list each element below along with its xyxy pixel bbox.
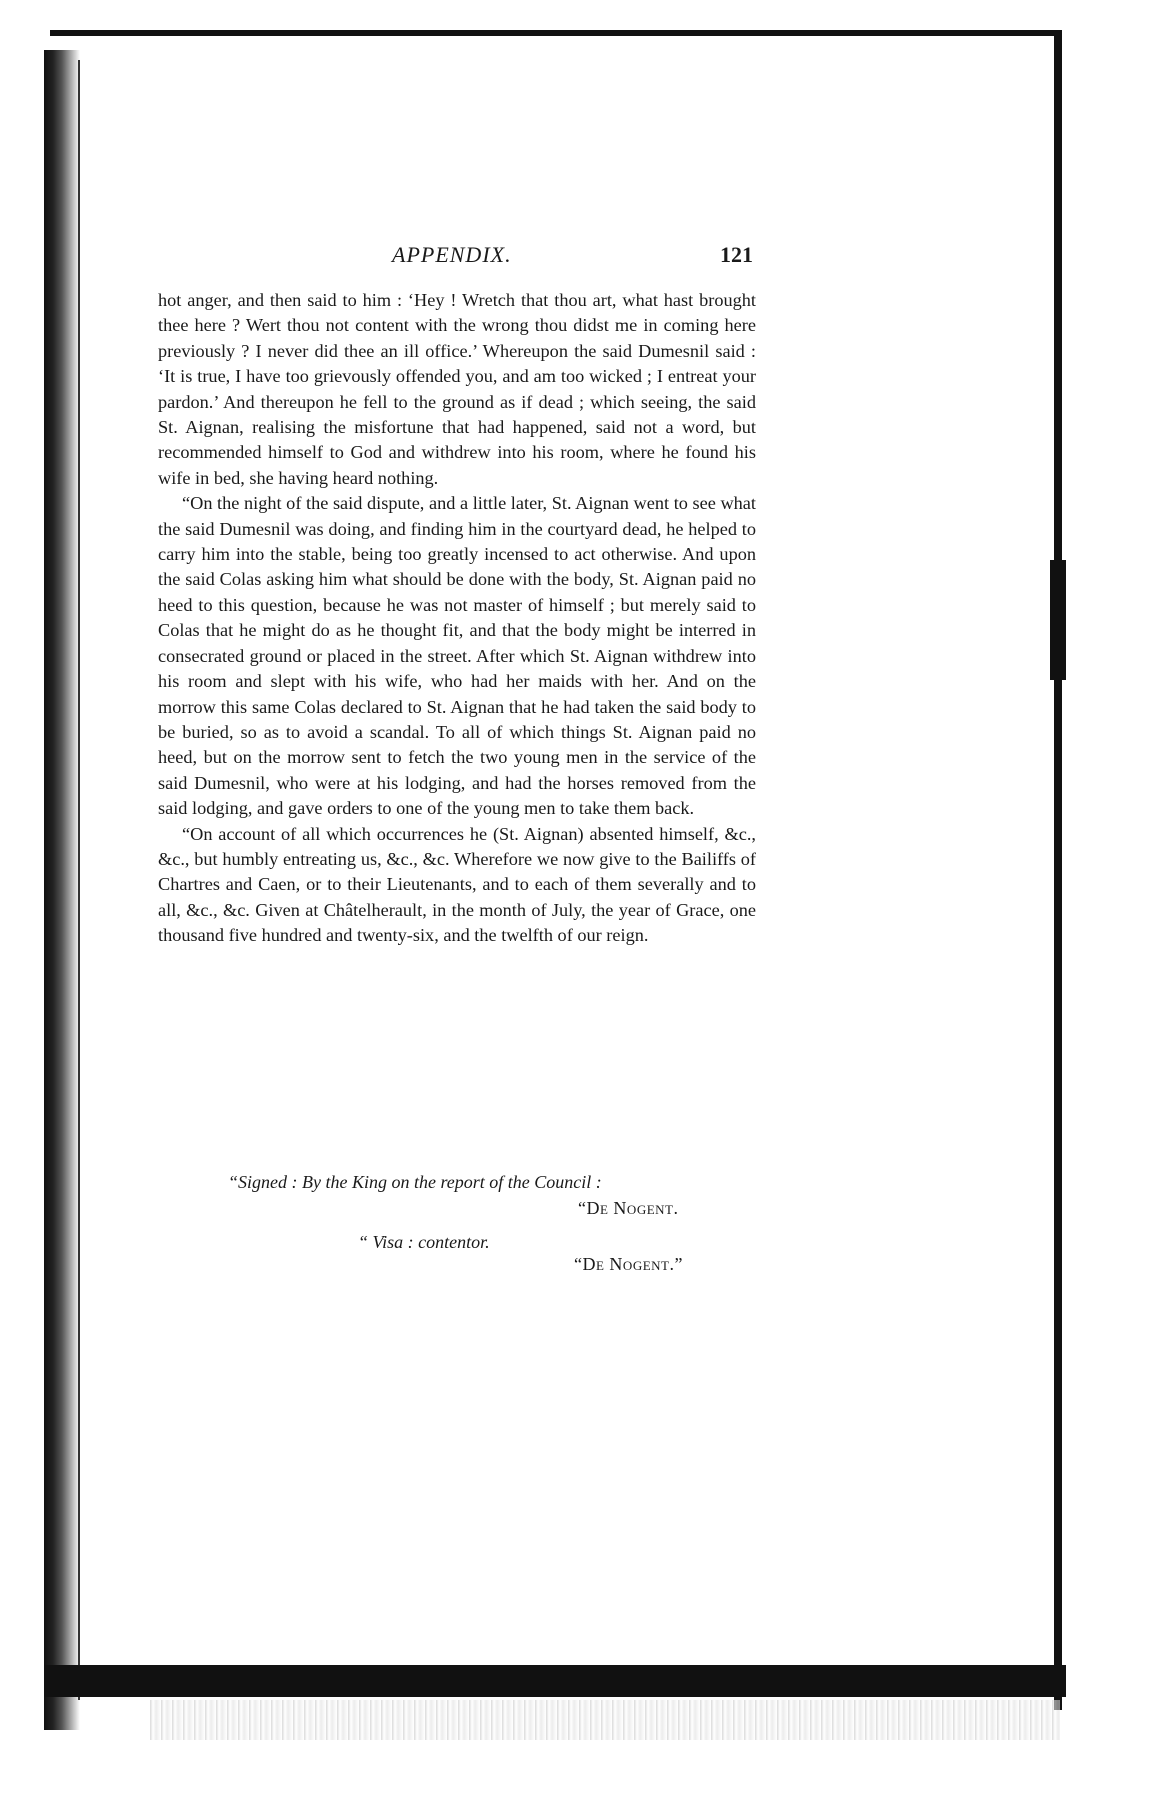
signature-2: “De Nogent.” bbox=[574, 1254, 683, 1274]
paragraph-1: hot anger, and then said to him : ‘Hey ! Wretch that thou art, what hast brought thee here ? Wert thou not content with the wrong thou didst me in coming here previously ? I never did thee an ill office.’ Whereupon the said Dumesnil said : ‘It is true, I have too grievously offended you, and am too wicked ; I entreat your pardon.’ And thereupon he fell to the ground as if dead ; which seeing, the said St. Aignan, realising the misfortune that had happened, said not a word, but recommended himself to God and withdrew into his room, where he found his wife in bed, she having heard nothing. bbox=[158, 290, 756, 488]
scan-frame-right bbox=[1054, 30, 1062, 1710]
scan-frame-bottom bbox=[44, 1665, 1066, 1697]
paragraph-2: “On the night of the said dispute, and a little later, St. Aignan went to see what the said Dumesnil was doing, and finding him in the courtyard dead, he helped to carry him into the stable, being too greatly incensed to act otherwise. And upon the said Colas asking him what should be done with the body, St. Aignan paid no heed to this question, because he was not master of himself ; but merely said to Colas that he might do as he thought fit, and that the body might be interred in consecrated ground or placed in the street. After which St. Aignan withdrew into his room and slept with his wife, who had her maids with her. And on the morrow this same Colas declared to St. Aignan that he had taken the said body to be buried, so as to avoid a scandal. To all of which things St. Aignan paid no heed, but on the morrow sent to fetch the two young men in the service of the said Dumesnil, who were at his lodging, and had the horses removed from the said lodging, and gave orders to one of the young men to take them back. bbox=[158, 493, 756, 819]
visa-line: “ Visa : contentor. bbox=[358, 1232, 490, 1252]
scan-frame-left-edge bbox=[78, 60, 80, 1700]
paragraph-3: “On account of all which occurrences he (St. Aignan) absented himself, &c., &c., but humbly entreating us, &c., &c. Wherefore we now give to the Bailiffs of Chartres and Caen, or to their Lieutenants, and to each of them severally and to all, &c., &c. Given at Châtelherault, in the month of July, the year of Grace, one thousand five hundred and twenty-six, and the twelfth of our reign. bbox=[158, 823, 756, 946]
signed-line: “Signed : By the King on the report of the Council : bbox=[228, 1172, 602, 1192]
signature-1: “De Nogent. bbox=[578, 1198, 679, 1218]
scan-bottom-noise bbox=[150, 1700, 1060, 1740]
scan-frame-right-mark bbox=[1050, 560, 1066, 680]
scan-frame-top bbox=[50, 30, 1060, 36]
page-header bbox=[160, 242, 760, 278]
page-number: 121 bbox=[720, 242, 753, 267]
running-head: APPENDIX. bbox=[392, 242, 512, 267]
scan-frame-left bbox=[44, 50, 80, 1730]
body-text bbox=[158, 288, 756, 949]
